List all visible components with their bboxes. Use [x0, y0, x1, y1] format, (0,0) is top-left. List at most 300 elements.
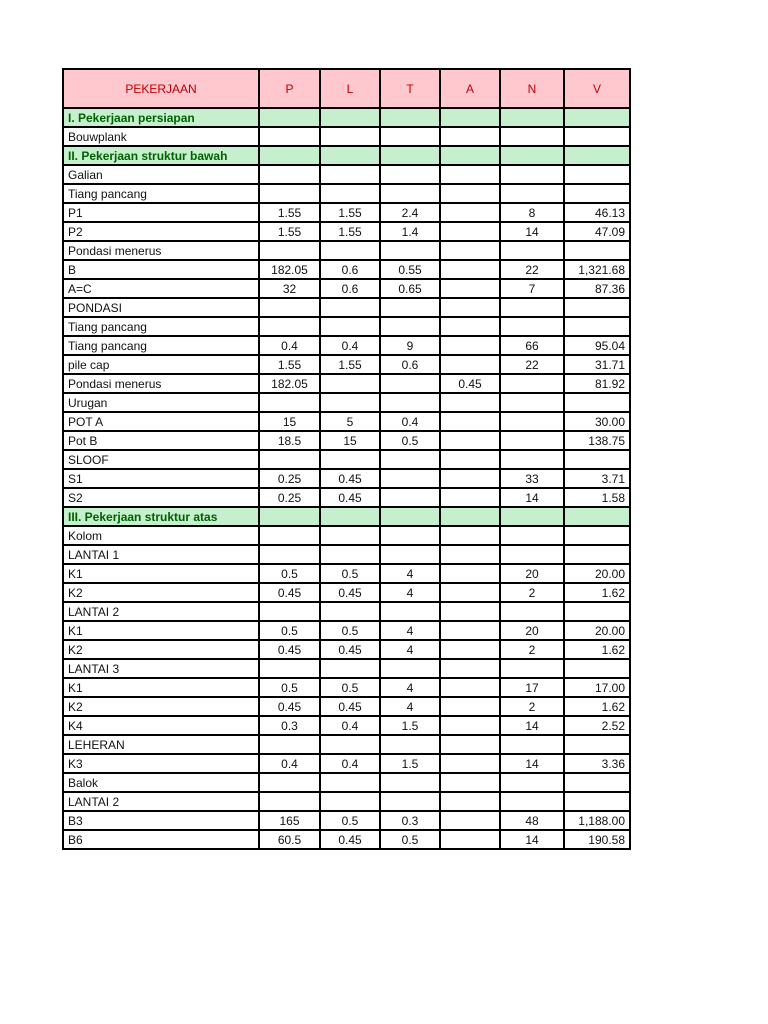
- cell-a[interactable]: [440, 830, 500, 849]
- cell-n[interactable]: [500, 792, 564, 811]
- cell-v[interactable]: 190.58: [564, 830, 630, 849]
- cell-p[interactable]: [259, 545, 320, 564]
- cell-a[interactable]: [440, 127, 500, 146]
- cell-n[interactable]: 2: [500, 640, 564, 659]
- cell-l[interactable]: [320, 127, 380, 146]
- cell-n[interactable]: [500, 412, 564, 431]
- cell-v[interactable]: [564, 241, 630, 260]
- cell-v[interactable]: 2.52: [564, 716, 630, 735]
- cell-a[interactable]: [440, 640, 500, 659]
- table-row: [63, 127, 630, 146]
- cell-v[interactable]: 1.62: [564, 583, 630, 602]
- cell-a[interactable]: [440, 716, 500, 735]
- cell-pekerjaan[interactable]: K1: [63, 678, 259, 697]
- header-t[interactable]: T: [380, 69, 440, 108]
- cell-t[interactable]: [380, 469, 440, 488]
- cell-p[interactable]: 0.5: [259, 621, 320, 640]
- cell-t[interactable]: [380, 450, 440, 469]
- cell-pekerjaan[interactable]: Pondasi menerus: [63, 241, 259, 260]
- cell-p[interactable]: 1.55: [259, 203, 320, 222]
- table-row: [63, 355, 630, 374]
- cell-v[interactable]: [564, 184, 630, 203]
- cell-p[interactable]: 0.45: [259, 640, 320, 659]
- cell-p[interactable]: 0.5: [259, 678, 320, 697]
- cell-v[interactable]: 87.36: [564, 279, 630, 298]
- cell-p[interactable]: [259, 792, 320, 811]
- cell-n[interactable]: 14: [500, 754, 564, 773]
- header-l[interactable]: L: [320, 69, 380, 108]
- cell-t[interactable]: 0.5: [380, 830, 440, 849]
- cell-p[interactable]: [259, 108, 320, 127]
- cell-a[interactable]: [440, 678, 500, 697]
- cell-t[interactable]: 2.4: [380, 203, 440, 222]
- table-row: [63, 203, 630, 222]
- cell-t[interactable]: 0.3: [380, 811, 440, 830]
- cell-l[interactable]: 15: [320, 431, 380, 450]
- cell-l[interactable]: [320, 108, 380, 127]
- cell-n[interactable]: 7: [500, 279, 564, 298]
- header-a[interactable]: A: [440, 69, 500, 108]
- cell-v[interactable]: 17.00: [564, 678, 630, 697]
- cell-t[interactable]: [380, 298, 440, 317]
- cell-t[interactable]: 4: [380, 640, 440, 659]
- cell-n[interactable]: 20: [500, 564, 564, 583]
- cell-v[interactable]: [564, 393, 630, 412]
- table-row: [63, 564, 630, 583]
- cell-l[interactable]: [320, 450, 380, 469]
- cell-v[interactable]: 1.62: [564, 640, 630, 659]
- cell-pekerjaan[interactable]: K1: [63, 564, 259, 583]
- cell-p[interactable]: [259, 241, 320, 260]
- cell-p[interactable]: 0.45: [259, 583, 320, 602]
- cell-t[interactable]: [380, 792, 440, 811]
- cell-l[interactable]: 0.4: [320, 336, 380, 355]
- cell-v[interactable]: 3.71: [564, 469, 630, 488]
- cell-p[interactable]: [259, 393, 320, 412]
- table-row: [63, 716, 630, 735]
- cell-a[interactable]: [440, 146, 500, 165]
- cell-pekerjaan[interactable]: Tiang pancang: [63, 336, 259, 355]
- cell-pekerjaan[interactable]: Urugan: [63, 393, 259, 412]
- cell-t[interactable]: 4: [380, 678, 440, 697]
- cell-pekerjaan[interactable]: LANTAI 2: [63, 792, 259, 811]
- cell-p[interactable]: 0.25: [259, 469, 320, 488]
- cell-a[interactable]: [440, 355, 500, 374]
- cell-v[interactable]: [564, 792, 630, 811]
- cell-l[interactable]: [320, 526, 380, 545]
- cell-pekerjaan[interactable]: LANTAI 1: [63, 545, 259, 564]
- cell-v[interactable]: [564, 165, 630, 184]
- cell-t[interactable]: [380, 488, 440, 507]
- header-v[interactable]: V: [564, 69, 630, 108]
- cell-n[interactable]: [500, 526, 564, 545]
- cell-t[interactable]: [380, 165, 440, 184]
- cell-a[interactable]: [440, 222, 500, 241]
- cell-v[interactable]: [564, 602, 630, 621]
- cell-l[interactable]: 0.4: [320, 716, 380, 735]
- cell-v[interactable]: [564, 545, 630, 564]
- cell-pekerjaan[interactable]: B: [63, 260, 259, 279]
- cell-pekerjaan[interactable]: III. Pekerjaan struktur atas: [63, 507, 259, 526]
- cell-p[interactable]: 0.5: [259, 564, 320, 583]
- header-n[interactable]: N: [500, 69, 564, 108]
- cell-p[interactable]: [259, 659, 320, 678]
- cell-a[interactable]: [440, 735, 500, 754]
- table-row: [63, 678, 630, 697]
- cell-n[interactable]: [500, 450, 564, 469]
- cell-l[interactable]: [320, 659, 380, 678]
- cell-v[interactable]: [564, 317, 630, 336]
- cell-t[interactable]: [380, 127, 440, 146]
- cell-t[interactable]: [380, 146, 440, 165]
- cell-t[interactable]: [380, 393, 440, 412]
- table-row: [63, 317, 630, 336]
- cell-p[interactable]: 0.3: [259, 716, 320, 735]
- cell-n[interactable]: 66: [500, 336, 564, 355]
- cell-t[interactable]: 4: [380, 621, 440, 640]
- cell-l[interactable]: 0.45: [320, 697, 380, 716]
- cell-n[interactable]: 48: [500, 811, 564, 830]
- cell-t[interactable]: [380, 507, 440, 526]
- cell-l[interactable]: 0.6: [320, 260, 380, 279]
- cell-n[interactable]: [500, 108, 564, 127]
- cell-t[interactable]: 9: [380, 336, 440, 355]
- cell-v[interactable]: 20.00: [564, 564, 630, 583]
- cell-a[interactable]: [440, 773, 500, 792]
- table-row: [63, 602, 630, 621]
- quantity-table: [62, 68, 631, 850]
- cell-p[interactable]: 165: [259, 811, 320, 830]
- cell-p[interactable]: [259, 298, 320, 317]
- table-row: [63, 792, 630, 811]
- cell-v[interactable]: 1.58: [564, 488, 630, 507]
- cell-t[interactable]: [380, 184, 440, 203]
- cell-l[interactable]: [320, 165, 380, 184]
- cell-pekerjaan[interactable]: I. Pekerjaan persiapan: [63, 108, 259, 127]
- cell-l[interactable]: 0.5: [320, 564, 380, 583]
- cell-p[interactable]: 0.4: [259, 336, 320, 355]
- cell-p[interactable]: 1.55: [259, 222, 320, 241]
- cell-v[interactable]: [564, 735, 630, 754]
- cell-n[interactable]: [500, 659, 564, 678]
- cell-v[interactable]: 30.00: [564, 412, 630, 431]
- header-p[interactable]: P: [259, 69, 320, 108]
- cell-p[interactable]: [259, 773, 320, 792]
- cell-v[interactable]: 47.09: [564, 222, 630, 241]
- cell-n[interactable]: [500, 507, 564, 526]
- cell-l[interactable]: [320, 374, 380, 393]
- cell-v[interactable]: 46.13: [564, 203, 630, 222]
- cell-p[interactable]: [259, 526, 320, 545]
- cell-n[interactable]: [500, 602, 564, 621]
- cell-pekerjaan[interactable]: K3: [63, 754, 259, 773]
- cell-l[interactable]: 0.5: [320, 678, 380, 697]
- cell-n[interactable]: [500, 127, 564, 146]
- cell-a[interactable]: [440, 165, 500, 184]
- cell-a[interactable]: [440, 488, 500, 507]
- cell-p[interactable]: 15: [259, 412, 320, 431]
- cell-t[interactable]: 1.5: [380, 716, 440, 735]
- cell-a[interactable]: [440, 431, 500, 450]
- cell-a[interactable]: [440, 469, 500, 488]
- cell-v[interactable]: 138.75: [564, 431, 630, 450]
- table-row: [63, 583, 630, 602]
- cell-t[interactable]: [380, 241, 440, 260]
- cell-n[interactable]: [500, 393, 564, 412]
- cell-p[interactable]: [259, 317, 320, 336]
- cell-p[interactable]: 1.55: [259, 355, 320, 374]
- cell-l[interactable]: [320, 146, 380, 165]
- cell-t[interactable]: 4: [380, 697, 440, 716]
- cell-n[interactable]: 22: [500, 355, 564, 374]
- cell-v[interactable]: [564, 108, 630, 127]
- cell-l[interactable]: 1.55: [320, 355, 380, 374]
- cell-n[interactable]: [500, 146, 564, 165]
- cell-n[interactable]: [500, 165, 564, 184]
- cell-a[interactable]: [440, 317, 500, 336]
- cell-l[interactable]: [320, 393, 380, 412]
- cell-a[interactable]: [440, 526, 500, 545]
- cell-l[interactable]: [320, 184, 380, 203]
- cell-l[interactable]: 0.45: [320, 830, 380, 849]
- cell-pekerjaan[interactable]: K2: [63, 697, 259, 716]
- cell-v[interactable]: [564, 127, 630, 146]
- table-row: [63, 260, 630, 279]
- cell-l[interactable]: 0.45: [320, 640, 380, 659]
- cell-n[interactable]: [500, 184, 564, 203]
- cell-v[interactable]: [564, 298, 630, 317]
- cell-l[interactable]: 0.6: [320, 279, 380, 298]
- cell-p[interactable]: [259, 184, 320, 203]
- cell-t[interactable]: 0.6: [380, 355, 440, 374]
- cell-a[interactable]: [440, 260, 500, 279]
- cell-pekerjaan[interactable]: LANTAI 2: [63, 602, 259, 621]
- cell-p[interactable]: [259, 450, 320, 469]
- cell-pekerjaan[interactable]: B6: [63, 830, 259, 849]
- cell-n[interactable]: 14: [500, 222, 564, 241]
- cell-n[interactable]: 14: [500, 830, 564, 849]
- cell-pekerjaan[interactable]: A=C: [63, 279, 259, 298]
- table-row: [63, 469, 630, 488]
- cell-t[interactable]: 0.5: [380, 431, 440, 450]
- cell-pekerjaan[interactable]: Galian: [63, 165, 259, 184]
- cell-l[interactable]: 0.5: [320, 621, 380, 640]
- cell-t[interactable]: [380, 526, 440, 545]
- cell-a[interactable]: [440, 621, 500, 640]
- cell-n[interactable]: 14: [500, 716, 564, 735]
- cell-l[interactable]: 5: [320, 412, 380, 431]
- cell-pekerjaan[interactable]: Balok: [63, 773, 259, 792]
- cell-l[interactable]: 0.45: [320, 469, 380, 488]
- cell-pekerjaan[interactable]: B3: [63, 811, 259, 830]
- cell-l[interactable]: [320, 241, 380, 260]
- cell-a[interactable]: [440, 583, 500, 602]
- cell-l[interactable]: [320, 298, 380, 317]
- cell-a[interactable]: [440, 298, 500, 317]
- cell-p[interactable]: 0.45: [259, 697, 320, 716]
- cell-l[interactable]: [320, 773, 380, 792]
- cell-a[interactable]: [440, 659, 500, 678]
- cell-l[interactable]: 0.5: [320, 811, 380, 830]
- cell-t[interactable]: 4: [380, 583, 440, 602]
- cell-p[interactable]: 60.5: [259, 830, 320, 849]
- section-row: [63, 146, 630, 165]
- table-row: [63, 165, 630, 184]
- cell-v[interactable]: [564, 659, 630, 678]
- cell-v[interactable]: [564, 773, 630, 792]
- cell-v[interactable]: [564, 146, 630, 165]
- cell-l[interactable]: [320, 545, 380, 564]
- cell-p[interactable]: [259, 602, 320, 621]
- cell-a[interactable]: [440, 602, 500, 621]
- cell-a[interactable]: 0.45: [440, 374, 500, 393]
- cell-p[interactable]: 182.05: [259, 260, 320, 279]
- cell-t[interactable]: 0.4: [380, 412, 440, 431]
- cell-l[interactable]: 1.55: [320, 203, 380, 222]
- table-row: [63, 640, 630, 659]
- cell-a[interactable]: [440, 450, 500, 469]
- cell-pekerjaan[interactable]: LEHERAN: [63, 735, 259, 754]
- cell-pekerjaan[interactable]: K1: [63, 621, 259, 640]
- cell-l[interactable]: [320, 602, 380, 621]
- cell-a[interactable]: [440, 811, 500, 830]
- cell-n[interactable]: [500, 545, 564, 564]
- cell-a[interactable]: [440, 336, 500, 355]
- cell-v[interactable]: 1,321.68: [564, 260, 630, 279]
- cell-v[interactable]: [564, 507, 630, 526]
- cell-l[interactable]: [320, 317, 380, 336]
- cell-n[interactable]: [500, 317, 564, 336]
- cell-pekerjaan[interactable]: Pondasi menerus: [63, 374, 259, 393]
- cell-a[interactable]: [440, 792, 500, 811]
- cell-p[interactable]: [259, 735, 320, 754]
- cell-pekerjaan[interactable]: K4: [63, 716, 259, 735]
- cell-n[interactable]: [500, 374, 564, 393]
- cell-n[interactable]: 17: [500, 678, 564, 697]
- cell-v[interactable]: 1,188.00: [564, 811, 630, 830]
- cell-v[interactable]: 95.04: [564, 336, 630, 355]
- cell-pekerjaan[interactable]: P1: [63, 203, 259, 222]
- cell-pekerjaan[interactable]: POT A: [63, 412, 259, 431]
- cell-t[interactable]: 0.65: [380, 279, 440, 298]
- cell-v[interactable]: 81.92: [564, 374, 630, 393]
- cell-n[interactable]: 2: [500, 697, 564, 716]
- table-row: [63, 222, 630, 241]
- cell-p[interactable]: [259, 507, 320, 526]
- cell-l[interactable]: [320, 735, 380, 754]
- cell-t[interactable]: 0.55: [380, 260, 440, 279]
- cell-p[interactable]: 18.5: [259, 431, 320, 450]
- cell-pekerjaan[interactable]: SLOOF: [63, 450, 259, 469]
- cell-pekerjaan[interactable]: S2: [63, 488, 259, 507]
- cell-n[interactable]: [500, 773, 564, 792]
- cell-pekerjaan[interactable]: LANTAI 3: [63, 659, 259, 678]
- cell-a[interactable]: [440, 393, 500, 412]
- cell-n[interactable]: 33: [500, 469, 564, 488]
- cell-p[interactable]: 182.05: [259, 374, 320, 393]
- cell-l[interactable]: 0.45: [320, 583, 380, 602]
- cell-v[interactable]: [564, 450, 630, 469]
- header-pekerjaan[interactable]: PEKERJAAN: [63, 69, 259, 108]
- cell-a[interactable]: [440, 697, 500, 716]
- cell-v[interactable]: 1.62: [564, 697, 630, 716]
- cell-n[interactable]: 14: [500, 488, 564, 507]
- cell-pekerjaan[interactable]: PONDASI: [63, 298, 259, 317]
- cell-v[interactable]: 3.36: [564, 754, 630, 773]
- cell-a[interactable]: [440, 564, 500, 583]
- cell-a[interactable]: [440, 545, 500, 564]
- cell-p[interactable]: 0.25: [259, 488, 320, 507]
- cell-t[interactable]: [380, 108, 440, 127]
- cell-v[interactable]: 20.00: [564, 621, 630, 640]
- cell-t[interactable]: [380, 659, 440, 678]
- cell-p[interactable]: [259, 127, 320, 146]
- cell-t[interactable]: [380, 773, 440, 792]
- cell-a[interactable]: [440, 754, 500, 773]
- table-row: [63, 697, 630, 716]
- cell-t[interactable]: [380, 317, 440, 336]
- cell-a[interactable]: [440, 108, 500, 127]
- cell-t[interactable]: [380, 735, 440, 754]
- cell-v[interactable]: 31.71: [564, 355, 630, 374]
- cell-n[interactable]: [500, 735, 564, 754]
- cell-l[interactable]: 0.45: [320, 488, 380, 507]
- table-body: [63, 108, 630, 849]
- cell-p[interactable]: [259, 165, 320, 184]
- cell-l[interactable]: 0.4: [320, 754, 380, 773]
- cell-a[interactable]: [440, 203, 500, 222]
- cell-pekerjaan[interactable]: K2: [63, 583, 259, 602]
- cell-a[interactable]: [440, 412, 500, 431]
- cell-t[interactable]: 1.4: [380, 222, 440, 241]
- cell-pekerjaan[interactable]: Kolom: [63, 526, 259, 545]
- cell-pekerjaan[interactable]: Tiang pancang: [63, 184, 259, 203]
- cell-l[interactable]: [320, 792, 380, 811]
- cell-t[interactable]: 4: [380, 564, 440, 583]
- cell-pekerjaan[interactable]: P2: [63, 222, 259, 241]
- cell-n[interactable]: 22: [500, 260, 564, 279]
- cell-p[interactable]: [259, 146, 320, 165]
- cell-t[interactable]: [380, 602, 440, 621]
- cell-a[interactable]: [440, 279, 500, 298]
- cell-n[interactable]: [500, 298, 564, 317]
- table-row: [63, 773, 630, 792]
- cell-pekerjaan[interactable]: II. Pekerjaan struktur bawah: [63, 146, 259, 165]
- cell-pekerjaan[interactable]: pile cap: [63, 355, 259, 374]
- cell-t[interactable]: [380, 545, 440, 564]
- cell-n[interactable]: 2: [500, 583, 564, 602]
- cell-l[interactable]: [320, 507, 380, 526]
- cell-p[interactable]: 32: [259, 279, 320, 298]
- cell-l[interactable]: 1.55: [320, 222, 380, 241]
- cell-n[interactable]: 20: [500, 621, 564, 640]
- cell-v[interactable]: [564, 526, 630, 545]
- cell-pekerjaan[interactable]: Tiang pancang: [63, 317, 259, 336]
- cell-pekerjaan[interactable]: Pot B: [63, 431, 259, 450]
- cell-n[interactable]: [500, 241, 564, 260]
- cell-a[interactable]: [440, 241, 500, 260]
- cell-t[interactable]: [380, 374, 440, 393]
- cell-t[interactable]: 1.5: [380, 754, 440, 773]
- cell-a[interactable]: [440, 184, 500, 203]
- cell-pekerjaan[interactable]: Bouwplank: [63, 127, 259, 146]
- cell-pekerjaan[interactable]: K2: [63, 640, 259, 659]
- cell-n[interactable]: [500, 431, 564, 450]
- cell-p[interactable]: 0.4: [259, 754, 320, 773]
- cell-pekerjaan[interactable]: S1: [63, 469, 259, 488]
- cell-n[interactable]: 8: [500, 203, 564, 222]
- cell-a[interactable]: [440, 507, 500, 526]
